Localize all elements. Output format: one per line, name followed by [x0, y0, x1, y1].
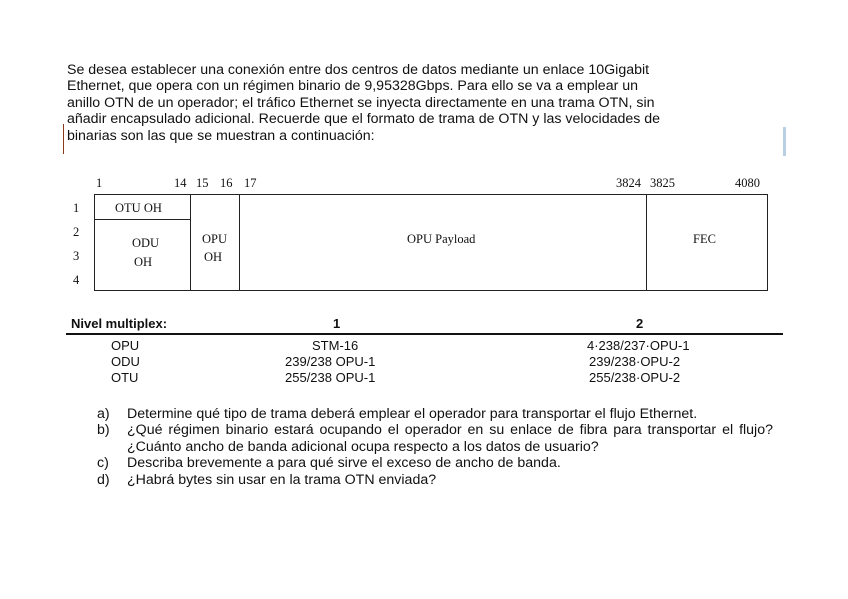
- row-label: 4: [73, 273, 80, 287]
- text-cursor: [63, 124, 64, 154]
- question-text: ¿Habrá bytes sin usar en la trama OTN enviada?: [127, 471, 437, 488]
- table-header: 2: [636, 316, 644, 331]
- col-label: 14: [174, 176, 187, 190]
- question-list: [97, 406, 773, 488]
- table-cell: 239/238 OPU-1: [285, 354, 376, 369]
- intro-line: añadir encapsulado adicional. Recuerde que el formato de trama de OTN y las velocidades de: [67, 111, 661, 128]
- table-cell: STM-16: [312, 338, 359, 353]
- opu-oh-label: OH: [204, 250, 223, 264]
- row-label: 3: [73, 249, 80, 263]
- opu-oh-label: OPU: [202, 232, 228, 246]
- table-cell: OPU: [111, 338, 140, 353]
- divider: [239, 194, 240, 291]
- col-label: 4080: [735, 176, 760, 190]
- question-item: [97, 472, 773, 488]
- question-item: [97, 455, 773, 471]
- col-label: 16: [220, 176, 233, 190]
- fec-label: FEC: [693, 232, 716, 246]
- col-label: 1: [96, 176, 103, 190]
- question-letter: b): [97, 422, 110, 439]
- divider: [190, 194, 191, 291]
- table-rule: [66, 333, 783, 335]
- col-label: 3824: [616, 176, 641, 190]
- row-label: 2: [73, 225, 80, 239]
- table-cell: OTU: [111, 370, 139, 385]
- table-header: Nivel multiplex:: [71, 316, 168, 331]
- question-text: ¿Qué régimen binario estará ocupando el operador en su enlace de fibra para transportar el flujo? ¿Cuánto ancho de banda adicional ocupa respecto a los datos de usuario?: [127, 422, 773, 455]
- table-cell: ODU: [111, 354, 140, 369]
- odu-oh-label: ODU: [132, 236, 160, 250]
- question-letter: c): [97, 455, 109, 472]
- table-cell: 255/238·OPU-2: [589, 370, 681, 385]
- intro-line: anillo OTN de un operador; el tráfico Ethernet se inyecta directamente en una trama OTN, sin: [67, 94, 655, 111]
- opu-payload-label: OPU Payload: [407, 232, 476, 246]
- problem-statement: [67, 62, 773, 144]
- row-label: 1: [73, 201, 80, 215]
- intro-line: binarias son las que se muestran a continuación:: [67, 127, 375, 144]
- question-item: [97, 406, 773, 422]
- table-cell: 239/238·OPU-2: [589, 354, 681, 369]
- question-item: [97, 422, 773, 455]
- table-cell: 255/238 OPU-1: [285, 370, 376, 385]
- odu-oh-label: OH: [134, 255, 153, 269]
- question-text: Describa brevemente a para qué sirve el exceso de ancho de banda.: [127, 455, 561, 472]
- col-label: 3825: [650, 176, 675, 190]
- otu-oh-label: OTU OH: [115, 201, 162, 215]
- divider: [94, 219, 191, 220]
- intro-line: Ethernet, que opera con un régimen binario de 9,95328Gbps. Para ello se va a emplear un: [67, 78, 639, 95]
- col-label: 15: [196, 176, 209, 190]
- question-letter: d): [97, 471, 110, 488]
- intro-line: Se desea establecer una conexión entre dos centros de datos mediante un enlace 10Gigabit: [67, 62, 650, 78]
- divider: [646, 194, 647, 291]
- table-header: 1: [333, 316, 341, 331]
- table-cell: 4·238/237·OPU-1: [587, 338, 690, 353]
- question-letter: a): [97, 406, 110, 422]
- question-text: Determine qué tipo de trama deberá emplear el operador para transportar el flujo Ethernet.: [127, 406, 698, 422]
- col-label: 17: [244, 176, 257, 190]
- scroll-marker: [783, 127, 786, 156]
